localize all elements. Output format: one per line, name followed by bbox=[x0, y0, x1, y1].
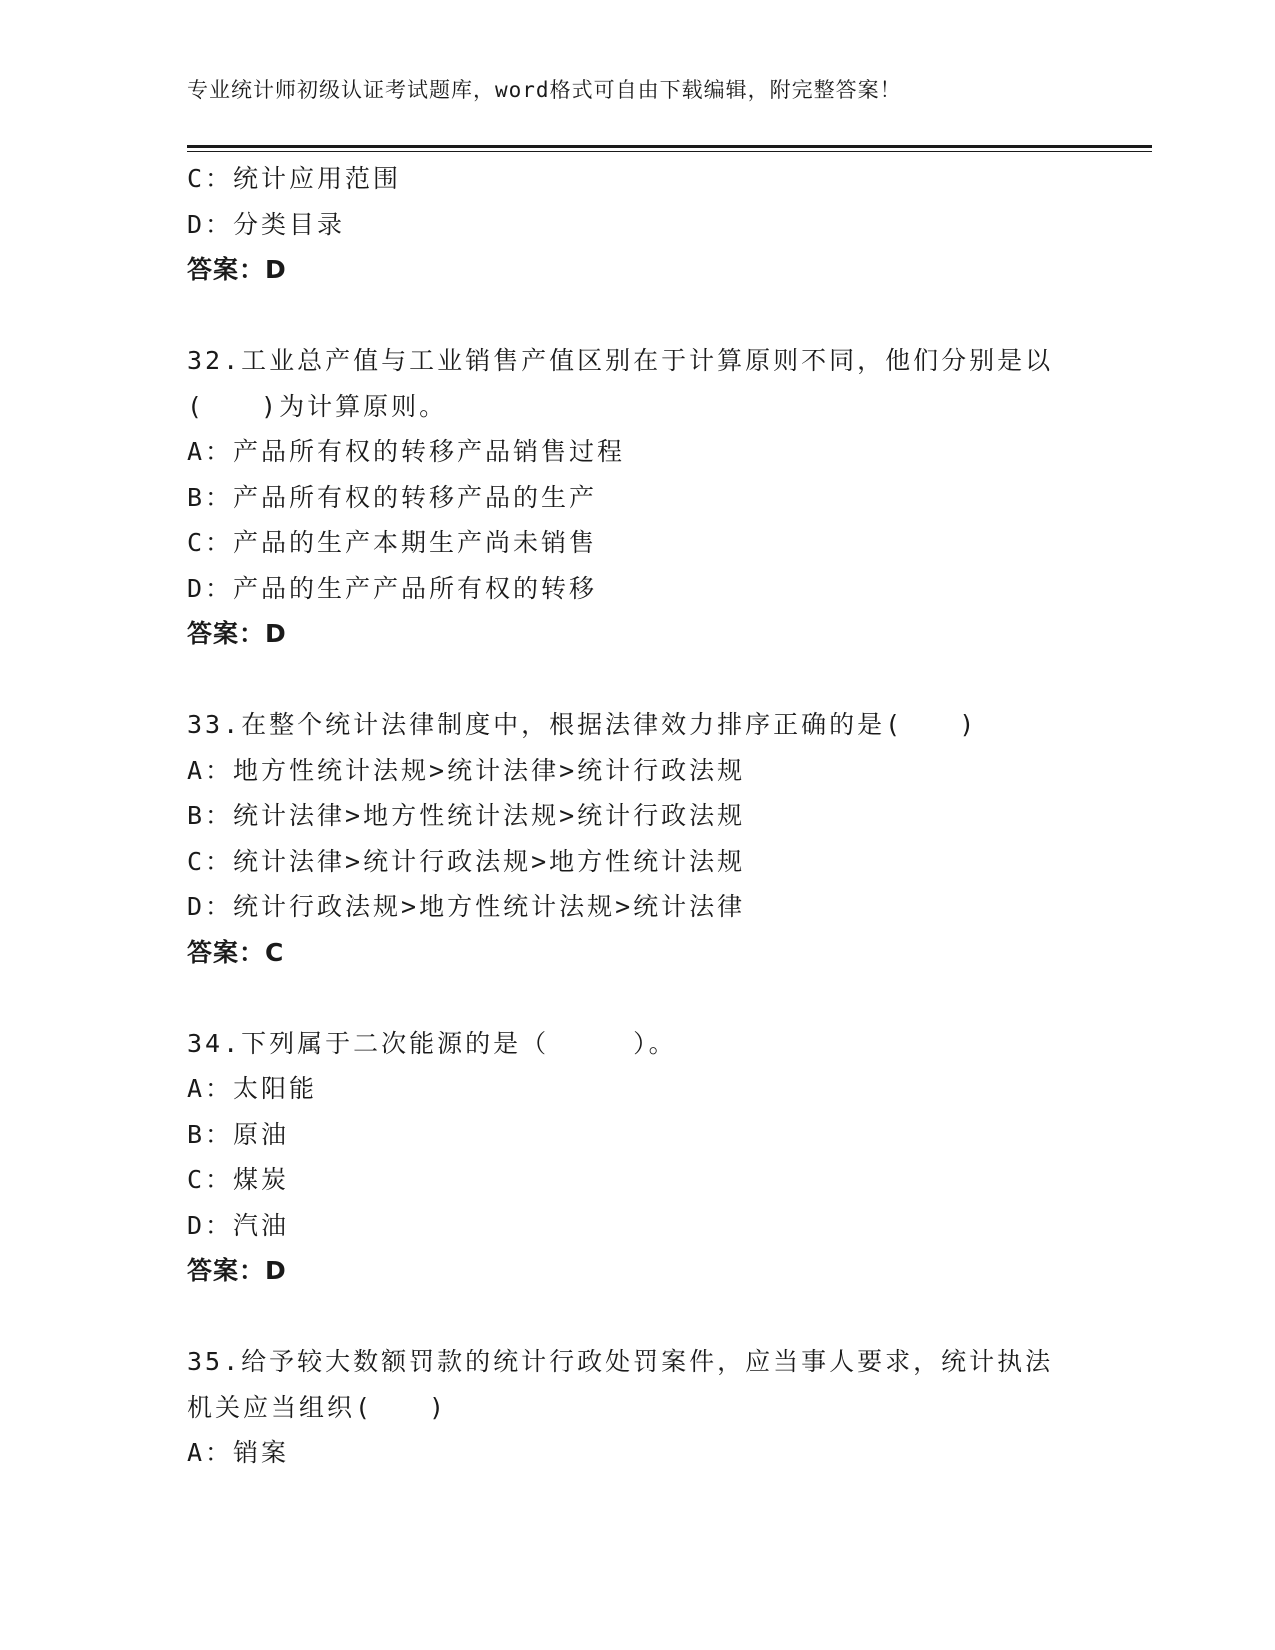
spacer bbox=[187, 975, 1087, 1021]
question-34-option-d: D：汽油 bbox=[187, 1210, 290, 1240]
question-35-stem: 35.给予较大数额罚款的统计行政处罚案件，应当事人要求，统计执法 bbox=[187, 1347, 1054, 1376]
question-32-option-c: C：产品的生产本期生产尚未销售 bbox=[187, 528, 598, 557]
header-rule-thick bbox=[187, 145, 1152, 148]
question-35-stem-cont: 机关应当组织( ) bbox=[187, 1392, 448, 1422]
answer-text: 答案：D bbox=[187, 255, 287, 284]
spacer bbox=[187, 1294, 1087, 1340]
question-32-stem: 32.工业总产值与工业销售产值区别在于计算原则不同，他们分别是以 bbox=[187, 346, 1054, 375]
question-32-stem-cont: ( )为计算原则。 bbox=[187, 391, 448, 421]
question-33-option-b: B：统计法律>地方性统计法规>统计行政法规 bbox=[187, 801, 746, 830]
question-33-option-a: A：地方性统计法规>统计法律>统计行政法规 bbox=[187, 755, 746, 785]
spacer bbox=[187, 293, 1087, 339]
question-33-answer: 答案：C bbox=[187, 937, 285, 967]
option-d: D：分类目录 bbox=[187, 209, 346, 239]
header-rule-thin bbox=[187, 151, 1152, 152]
question-32-option-d: D：产品的生产产品所有权的转移 bbox=[187, 573, 598, 603]
question-content bbox=[187, 156, 1087, 1476]
page-header: 专业统计师初级认证考试题库，word格式可自由下载编辑，附完整答案！ bbox=[187, 78, 902, 102]
question-34-stem: 34.下列属于二次能源的是（ ）。 bbox=[187, 1028, 677, 1058]
question-34-answer: 答案：D bbox=[187, 1256, 287, 1285]
question-34-option-a: A：太阳能 bbox=[187, 1074, 318, 1103]
question-32-option-a: A：产品所有权的转移产品销售过程 bbox=[187, 437, 626, 466]
question-33-option-d: D：统计行政法规>地方性统计法规>统计法律 bbox=[187, 892, 746, 921]
question-35-option-a: A：销案 bbox=[187, 1438, 290, 1467]
question-33-option-c: C：统计法律>统计行政法规>地方性统计法规 bbox=[187, 846, 746, 876]
option-c: C：统计应用范围 bbox=[187, 164, 402, 193]
question-33-stem: 33.在整个统计法律制度中，根据法律效力排序正确的是( ) bbox=[187, 710, 978, 739]
question-32-option-b: B：产品所有权的转移产品的生产 bbox=[187, 482, 598, 512]
spacer bbox=[187, 657, 1087, 703]
question-34-option-b: B：原油 bbox=[187, 1119, 290, 1149]
question-34-option-c: C：煤炭 bbox=[187, 1165, 290, 1194]
question-32-answer: 答案：D bbox=[187, 619, 287, 648]
